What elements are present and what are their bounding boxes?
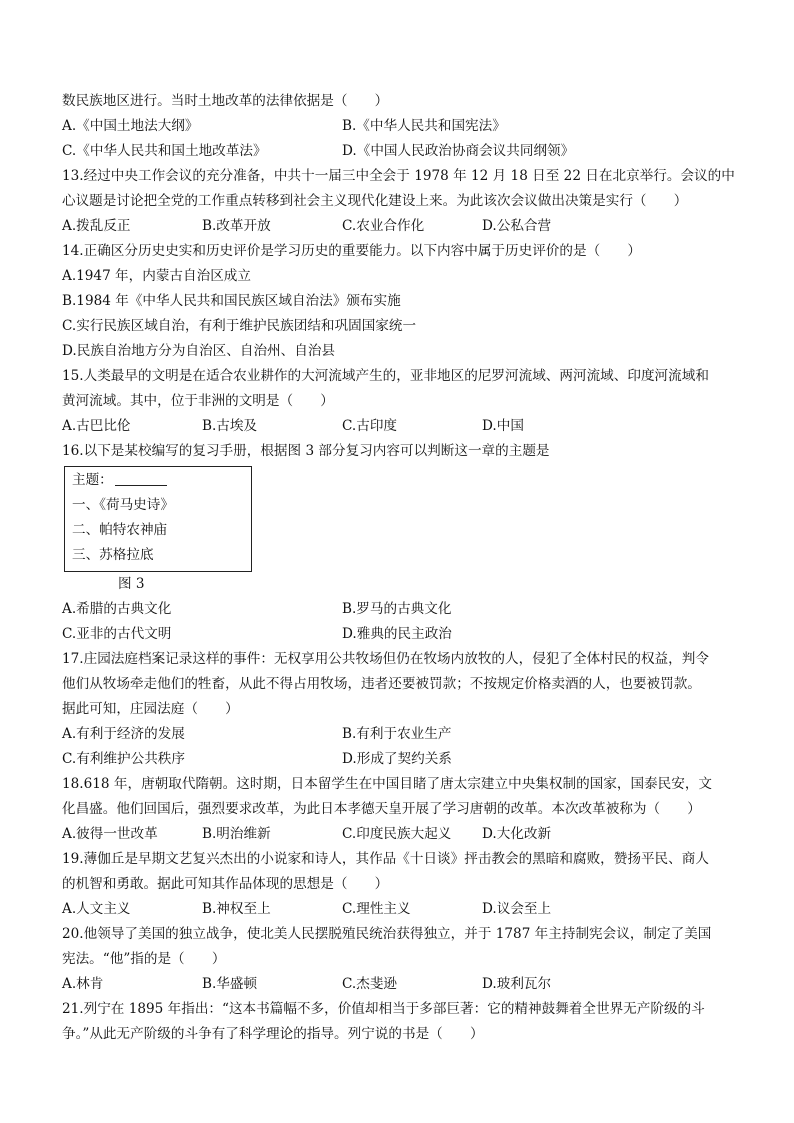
question-14-option-d: D.民族自治地方分为自治区、自治州、自治县 (62, 343, 336, 359)
figure-3-box (64, 466, 252, 572)
question-18-options (62, 822, 738, 847)
option-a: A.林肯 (62, 976, 104, 992)
question-17-options-row-2 (62, 747, 738, 772)
option-c: C.古印度 (342, 418, 398, 434)
question-15-options (62, 414, 738, 439)
option-c: C.印度民族大起义 (342, 826, 452, 842)
option-b: B.华盛顿 (202, 976, 258, 992)
question-12-stem-end: 数民族地区进行。当时土地改革的法律依据是（ ） (62, 93, 389, 109)
figure-item-2: 二、帕特农神庙 (72, 522, 168, 538)
figure-title (72, 468, 251, 493)
figure-item-3: 三、苏格拉底 (72, 547, 154, 563)
option-c: C.《中华人民共和国土地改革法》 (62, 143, 267, 159)
option-b: B.神权至上 (202, 901, 271, 917)
option-d: D.玻利瓦尔 (482, 976, 552, 992)
question-16-options-row-1 (62, 597, 738, 622)
option-a: A.彼得一世改革 (62, 826, 158, 842)
option-c: C.杰斐逊 (342, 976, 398, 992)
option-b: B.明治维新 (202, 826, 271, 842)
question-17-stem-line-1: 17.庄园法庭档案记录这样的事件：无权享用公共牧场但仍在牧场内放牧的人，侵犯了全体村民的权益，判令 (62, 651, 709, 667)
option-c: C.有利维护公共秩序 (62, 751, 185, 767)
option-c: C.农业合作化 (342, 218, 425, 234)
option-a: A.人文主义 (62, 901, 131, 917)
question-17-stem-line-2: 他们从牧场牵走他们的牲畜，从此不得占用牧场，违者还要被罚款；不按规定价格卖酒的人，也要被罚款。 (62, 676, 701, 692)
option-d: D.形成了契约关系 (342, 751, 452, 767)
question-12-options-row-2 (62, 139, 738, 164)
option-c: C.理性主义 (342, 901, 411, 917)
figure-title-text: 主题： (72, 472, 113, 488)
question-12-options-row-1 (62, 114, 738, 139)
question-21-stem-line-1: 21.列宁在 1895 年指出：“这本书篇幅不多，价值却相当于多部巨著：它的精神鼓舞着全世界无产阶级的斗 (62, 1001, 705, 1017)
option-d: D.公私合营 (482, 218, 552, 234)
question-13-stem-line-2: 心议题是讨论把全党的工作重点转移到社会主义现代化建设上来。为此该次会议做出决策是实行（ ） (62, 193, 688, 209)
question-21-stem-line-2: 争。”从此无产阶级的斗争有了科学理论的指导。列宁说的书是（ ） (62, 1026, 484, 1042)
question-20-options (62, 972, 738, 997)
option-c: C.亚非的古代文明 (62, 626, 172, 642)
question-17-stem-line-3: 据此可知，庄园法庭（ ） (62, 701, 239, 717)
option-a: A.拨乱反正 (62, 218, 131, 234)
option-d: D.中国 (482, 418, 524, 434)
question-18-stem-line-2: 化昌盛。他们回国后，强烈要求改革，为此日本孝德天皇开展了学习唐朝的改革。本次改革被称为（ ） (62, 801, 701, 817)
question-20-stem-line-2: 宪法。“他”指的是（ ） (62, 951, 226, 967)
option-d: D.议会至上 (482, 901, 552, 917)
option-a: A.希腊的古典文化 (62, 601, 172, 617)
question-15-stem-line-2: 黄河流域。其中，位于非洲的文明是（ ） (62, 393, 334, 409)
question-14-option-c: C.实行民族区域自治，有利于维护民族团结和巩固国家统一 (62, 318, 417, 334)
question-18-stem-line-1: 18.618 年，唐朝取代隋朝。这时期，日本留学生在中国目睹了唐太宗建立中央集权制的国家，国泰民安，文 (62, 776, 713, 792)
question-20-stem-line-1: 20.他领导了美国的独立战争，使北美人民摆脱殖民统治获得独立，并于 1787 年主持制宪会议，制定了美国 (62, 926, 712, 942)
option-a: A.古巴比伦 (62, 418, 131, 434)
option-b: B.罗马的古典文化 (342, 601, 452, 617)
question-13-stem-line-1: 13.经过中央工作会议的充分准备，中共十一届三中全会于 1978 年 12 月 18 日至 22 日在北京举行。会议的中 (62, 168, 735, 184)
option-b: B.古埃及 (202, 418, 258, 434)
exam-page (62, 89, 738, 1047)
question-14-stem: 14.正确区分历史史实和历史评价是学习历史的重要能力。以下内容中属于历史评价的是（ ） (62, 243, 641, 259)
figure-item-1: 一、《荷马史诗》 (72, 497, 174, 513)
figure-title-blank (115, 470, 167, 486)
question-16-options-row-2 (62, 622, 738, 647)
question-16-stem: 16.以下是某校编写的复习手册，根据图 3 部分复习内容可以判断这一章的主题是 (62, 443, 550, 459)
option-d: D.雅典的民主政治 (342, 626, 452, 642)
question-19-stem-line-1: 19.薄伽丘是早期文艺复兴杰出的小说家和诗人，其作品《十日谈》抨击教会的黑暗和腐败，赞扬平民、商人 (62, 851, 709, 867)
question-19-options (62, 897, 738, 922)
question-14-option-a: A.1947 年，内蒙古自治区成立 (62, 268, 251, 284)
question-14-option-b: B.1984 年《中华人民共和国民族区域自治法》颁布实施 (62, 293, 401, 309)
option-b: B.《中华人民共和国宪法》 (342, 118, 506, 134)
option-b: B.有利于农业生产 (342, 726, 452, 742)
question-19-stem-line-2: 的机智和勇敢。据此可知其作品体现的思想是（ ） (62, 876, 389, 892)
option-a: A.有利于经济的发展 (62, 726, 185, 742)
figure-caption: 图 3 (118, 576, 145, 592)
question-15-stem-line-1: 15.人类最早的文明是在适合农业耕作的大河流域产生的，亚非地区的尼罗河流域、两河流域、印度河流域和 (62, 368, 709, 384)
option-d: D.《中国人民政治协商会议共同纲领》 (342, 143, 575, 159)
option-d: D.大化改新 (482, 826, 552, 842)
question-13-options (62, 214, 738, 239)
option-b: B.改革开放 (202, 218, 271, 234)
option-a: A.《中国土地法大纲》 (62, 118, 199, 134)
question-17-options-row-1 (62, 722, 738, 747)
